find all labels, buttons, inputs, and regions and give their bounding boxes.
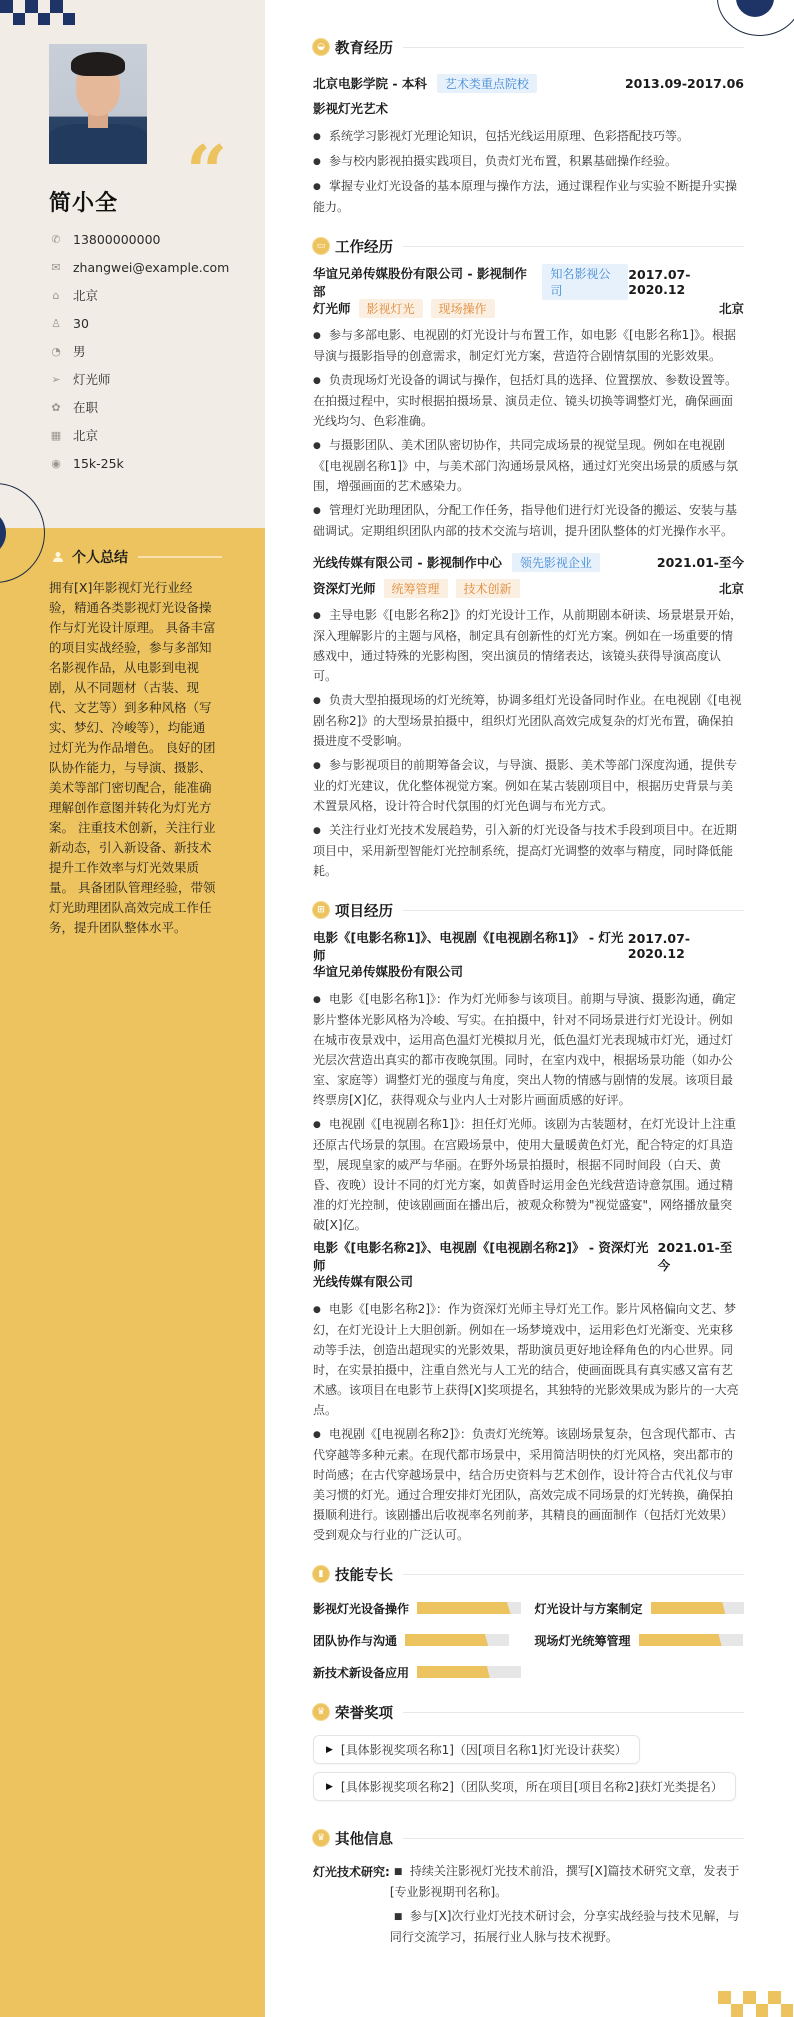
summary-text: 拥有[X]年影视灯光行业经验，精通各类影视灯光设备操作与灯光设计原理。 具备丰富的项目实战经验，参与多部知名影视作品，从电影到电视剧，从不同题材（古装、现代、文艺等）到多种风格（写实、梦幻、冷峻等），均能通过灯光为作品增色。 良好的团队协作能力，与导演、摄影、美术等部门密切配合，能准确理解创作意图并转化为灯光方案。 注重技术创新，关注行业新动态，引入新设备、新技术提升工作效率与灯光效果质量。 具备团队管理经验，带领灯光助理团队高效完成工作任务，提升团队整体水平。	[49, 580, 216, 935]
bullet-item: ● 与摄影团队、美术团队密切协作，共同完成场景的视觉呈现。例如在电视剧《[电视剧名称1]》中，与美术部门沟通场景风格，通过灯光突出场景的质感与氛围，增强画面的艺术感染力。	[313, 438, 739, 493]
section-header	[313, 235, 744, 257]
bullet-item: ● 电影《[电影名称1]》：作为灯光师参与该项目。前期与导演、摄影沟通，确定影片整体光影风格为冷峻、写实。在拍摄中，针对不同场景进行灯光设计。例如在城市夜景戏中，运用高色温灯光模拟月光，低色温灯光表现城市灯光，通过灯光层次营造出真实的都市夜晚氛围。同时，在室内戏中，根据场景功能（如办公室、家庭等）调整灯光的强度与角度，突出人物的情感与剧情的发展。该项目最终票房[X]亿，获得观众与业内人士对影片画面质感的好评。	[313, 992, 737, 1107]
sidebar-profile	[0, 0, 265, 528]
project-company: 华谊兄弟传媒股份有限公司	[313, 964, 464, 979]
section-divider	[403, 1574, 744, 1575]
major: 影视灯光艺术	[313, 101, 389, 116]
other-label: 灯光技术研究:	[313, 1865, 390, 1879]
job-location: 北京	[718, 301, 744, 316]
job-entry	[313, 549, 744, 881]
home-icon: ⌂	[52, 288, 60, 302]
skill-bar	[417, 1666, 521, 1678]
quote-icon: “	[186, 129, 228, 214]
education-period: 2013.09-2017.06	[624, 75, 744, 91]
bullet-item: ● 掌握专业灯光设备的基本原理与操作方法，通过课程作业与实验不断提升实操能力。	[313, 179, 738, 214]
bullet-item: ● 电视剧《[电视剧名称2]》：负责灯光统筹。该剧场景复杂，包含现代都市、古代穿越等多种元素。在现代都市场景中，采用简洁明快的灯光风格，突出都市的时尚感；在古代穿越场景中，结合历史资料与艺术创作，设计符合古代礼仪与审美习惯的灯光。通过合理安排灯光团队，高效完成不同场景的灯光转换，确保拍摄顺利进行。该剧播出后收视率名列前茅，其精良的画面制作（包括灯光效果）受到观众与行业的广泛认可。	[313, 1427, 737, 1542]
school-tag: 艺术类重点院校	[437, 74, 537, 93]
project-bullets	[313, 1299, 744, 1545]
contact-phone: ✆ 13800000000	[49, 225, 229, 253]
skill-bar	[639, 1634, 743, 1646]
section-title: 工作经历	[335, 239, 393, 256]
summary-header	[52, 547, 222, 567]
role-tag: 技术创新	[456, 579, 520, 598]
info-icon: ♛	[313, 1830, 329, 1846]
project-period: 2017.07-2020.12	[627, 931, 691, 961]
section-skills	[313, 1563, 744, 1683]
contact-gender: ◔ 男	[49, 337, 229, 365]
job-period: 2021.01-至今	[656, 555, 744, 570]
bullet-item: ● 负责现场灯光设备的调试与操作，包括灯具的选择、位置摆放、参数设置等。在拍摄过程中，实时根据拍摄场景、演员走位、镜头切换等调整灯光，确保画面光线均匀、色彩准确。	[313, 373, 738, 428]
company-name: 华谊兄弟传媒股份有限公司 - 影视制作部	[313, 266, 527, 299]
city-icon: ▦	[50, 428, 62, 442]
section-header	[313, 1563, 744, 1585]
section-divider	[403, 910, 744, 911]
job-location: 北京	[718, 581, 744, 596]
role-tag: 现场操作	[431, 299, 495, 318]
sidebar	[0, 0, 265, 2017]
bullet-item: ● 参与影视项目的前期筹备会议，与导演、摄影、美术等部门深度沟通，提供专业的灯光建议，优化整体视觉方案。例如在某古装剧项目中，根据历史背景与美术置景风格，设计符合时代氛围的灯光色调与布光方式。	[313, 758, 738, 813]
user-icon	[52, 551, 64, 563]
company-tag: 知名影视公司	[542, 264, 628, 300]
mail-icon: ✉	[51, 260, 61, 274]
skill-bar	[651, 1602, 744, 1614]
company-name: 光线传媒有限公司 - 影视制作中心	[313, 555, 502, 570]
job-header	[313, 549, 744, 575]
bullet-item: ● 参与校内影视拍摄实践项目，负责灯光布置，积累基础操作经验。	[313, 154, 678, 168]
skill-item: 现场灯光统筹管理	[535, 1629, 745, 1651]
status-icon: ✿	[51, 400, 61, 414]
contact-city: ▦ 北京	[50, 428, 99, 443]
project-name: 电影《[电影名称1]》、电视剧《[电视剧名称1]》 - 灯光师	[313, 930, 624, 963]
briefcase-icon: ▭	[313, 238, 329, 254]
section-divider	[403, 1712, 744, 1713]
section-header	[313, 36, 744, 58]
contact-email: ✉ zhangwei@example.com	[49, 253, 229, 281]
phone-icon: ✆	[51, 232, 61, 246]
bullet-item: ● 管理灯光助理团队，分配工作任务，指导他们进行灯光设备的搬运、安装与基础调试。定期组织团队内部的技术交流与培训，提升团队整体的灯光操作水平。	[313, 503, 738, 538]
section-education	[313, 36, 744, 217]
section-title: 教育经历	[335, 40, 393, 57]
role-tag: 影视灯光	[359, 299, 423, 318]
job-bullets	[313, 325, 744, 541]
job-header	[313, 266, 744, 299]
age-icon: ♙	[51, 316, 61, 330]
job-bullets	[313, 605, 744, 881]
contact-status: ✿ 在职	[49, 393, 229, 421]
job-role-row	[313, 575, 744, 601]
skills-grid	[313, 1597, 744, 1683]
avatar-photo	[49, 44, 147, 164]
other-bullets	[390, 1861, 744, 1951]
other-info-row	[313, 1861, 744, 1959]
section-header	[313, 1701, 744, 1723]
section-title: 项目经历	[335, 903, 393, 920]
skill-bar	[417, 1602, 521, 1614]
job-role: 灯光师	[313, 301, 351, 316]
caret-right-icon: ▶	[326, 1744, 333, 1755]
section-title: 技能专长	[335, 1567, 393, 1584]
graduation-icon: ◒	[313, 39, 329, 55]
job-period: 2017.07-2020.12	[628, 267, 691, 297]
skill-item: 团队协作与沟通	[313, 1629, 523, 1651]
company-tag: 领先影视企业	[512, 553, 600, 572]
circle-decoration-right	[717, 0, 794, 36]
candidate-name: 简小全	[49, 191, 119, 216]
summary-divider	[138, 556, 222, 558]
job-entry	[313, 266, 744, 541]
section-other	[313, 1827, 744, 1959]
position-icon: ➢	[51, 372, 61, 386]
section-work	[313, 235, 744, 881]
bullet-item: ● 主导电影《[电影名称2]》的灯光设计工作，从前期剧本研读、场景堪景开始，深入理解影片的主题与风格，制定具有创新性的灯光方案。例如在一场重要的情感戏中，通过特殊的光影构图，突出演员的情绪表达，该镜头获得导演高度认可。	[313, 608, 743, 683]
grid-icon: ⊞	[313, 902, 329, 918]
project-period: 2021.01-至今	[657, 1240, 733, 1273]
skill-item: 新技术新设备应用	[313, 1661, 523, 1683]
bullet-item: ● 电视剧《[电视剧名称1]》：担任灯光师。该剧为古装题材，在灯光设计上注重还原古代场景的氛围。在宫殿场景中，使用大量暖黄色灯光，配合特定的灯具造型，展现皇家的威严与华丽。在野外场景拍摄时，根据不同时间段（白天、黄昏、夜晚）设计不同的灯光方案，如黄昏时运用金色光线营造诗意氛围。通过精准的灯光控制，使该剧画面在播出后，被观众称赞为"视觉盛宴"，网络播放量突破[X]亿。	[313, 1117, 737, 1232]
bullet-item: ● 负责大型拍摄现场的灯光统筹，协调多组灯光设备同时作业。在电视剧《[电视剧名称2]》的大型场景拍摄中，组织灯光团队高效完成复杂的灯光布置，确保拍摄进度不受影响。	[313, 693, 742, 748]
skill-bar	[405, 1634, 509, 1646]
education-row	[313, 70, 744, 96]
school-name: 北京电影学院 - 本科	[313, 76, 427, 91]
summary-title: 个人总结	[72, 550, 128, 566]
project-bullets	[313, 989, 744, 1235]
trophy-icon: ♛	[313, 1704, 329, 1720]
education-bullets	[313, 126, 744, 217]
section-title: 其他信息	[335, 1831, 393, 1848]
award-item[interactable]: ▶ [具体影视奖项名称1]（因[项目名称1]灯光设计获奖）	[313, 1735, 640, 1764]
skill-item: 影视灯光设备操作	[313, 1597, 523, 1619]
section-projects	[313, 899, 744, 1545]
bullet-item: ■ 参与[X]次行业灯光技术研讨会，分享实战经验与技术见解，与同行交流学习，拓展行业人脉与技术视野。	[389, 1909, 740, 1944]
section-divider	[403, 1838, 744, 1839]
section-awards	[313, 1701, 744, 1809]
section-header	[313, 1827, 744, 1849]
bullet-item: ● 系统学习影视灯光理论知识，包括光线运用原理、色彩搭配技巧等。	[313, 129, 690, 143]
project-header	[313, 930, 744, 963]
bar-chart-icon: ▮	[313, 1566, 329, 1582]
bullet-item: ● 关注行业灯光技术发展趋势，引入新的灯光设备与技术手段到项目中。在近期项目中，采用新型智能灯光控制系统，提高灯光调整的效率与精度，同时降低能耗。	[313, 823, 738, 878]
project-header	[313, 1240, 744, 1273]
project-entry	[313, 930, 744, 1235]
section-divider	[403, 246, 744, 247]
section-header	[313, 899, 744, 921]
checker-decoration-bottom	[718, 1991, 794, 2017]
project-name: 电影《[电影名称2]》、电视剧《[电视剧名称2]》 - 资深灯光师	[313, 1240, 649, 1273]
contact-age: ♙ 30	[49, 309, 229, 337]
job-role: 资深灯光师	[313, 581, 376, 596]
project-entry	[313, 1240, 744, 1545]
bullet-item: ● 参与多部电影、电视剧的灯光设计与布置工作，如电影《[电影名称1]》。根据导演与摄影指导的创意需求，制定灯光方案，营造符合剧情氛围的光影效果。	[313, 328, 737, 363]
section-divider	[403, 47, 744, 48]
main-content	[265, 0, 794, 2017]
bullet-item: ● 电影《[电影名称2]》：作为资深灯光师主导灯光工作。影片风格偏向文艺、梦幻，在灯光设计上大胆创新。例如在一场梦境戏中，运用彩色灯光渐变、光束移动等手法，创造出超现实的光影效果，帮助演员更好地诠释角色的内心世界。同时，在实景拍摄中，注重自然光与人工光的结合，使画面既具有真实感又富有艺术感。该项目在电影节上获得[X]奖项提名，其独特的光影效果成为影片的一大亮点。	[313, 1302, 739, 1417]
caret-right-icon: ▶	[326, 1781, 333, 1792]
section-title: 荣誉奖项	[335, 1705, 393, 1722]
award-item[interactable]: ▶ [具体影视奖项名称2]（团队奖项，所在项目[项目名称2]获灯光类提名）	[313, 1772, 736, 1801]
contact-salary: ◉ 15k-25k	[49, 449, 229, 477]
contact-position: ➢ 灯光师	[49, 365, 229, 393]
salary-icon: ◉	[51, 456, 61, 470]
role-tag: 统筹管理	[384, 579, 448, 598]
skill-item: 灯光设计与方案制定	[535, 1597, 745, 1619]
contact-home: ⌂ 北京	[49, 281, 229, 309]
gender-icon: ◔	[51, 344, 61, 358]
project-company: 光线传媒有限公司	[313, 1274, 414, 1289]
contact-list	[49, 225, 229, 477]
bullet-item: ■ 持续关注影视灯光技术前沿，撰写[X]篇技术研究文章，发表于[专业影视期刊名称]。	[389, 1864, 740, 1899]
